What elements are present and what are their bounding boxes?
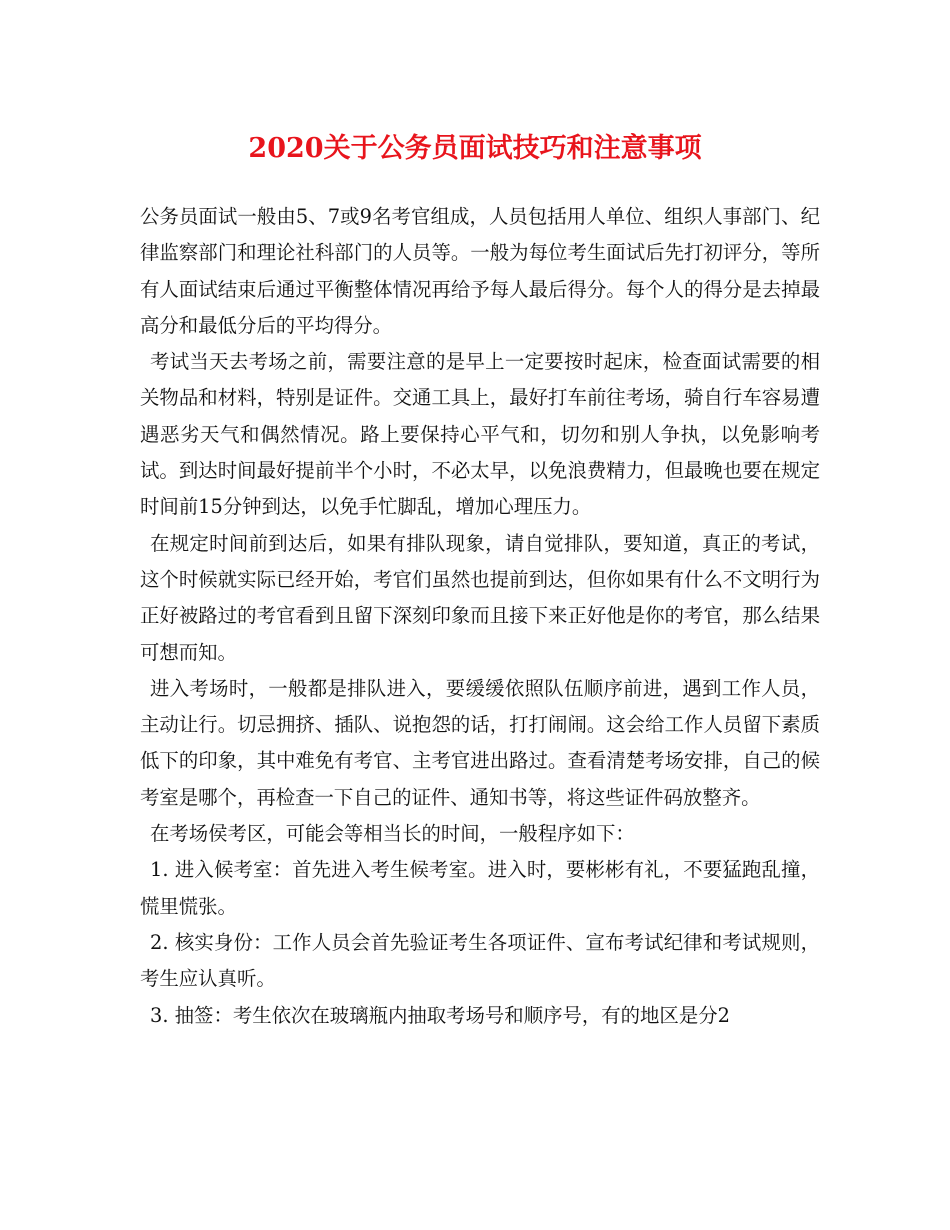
paragraph-intro: 公务员面试一般由5、7或9名考官组成，人员包括用人单位、组织人事部门、纪律监察部门和理论社科部门的人员等。一般为每位考生面试后先打初评分，等所有人面试结束后通过平衡整体情况再给予每人最后得分。每个人的得分是去掉最高分和最低分后的平均得分。 xyxy=(140,205,820,337)
list-item-step-3: 3. 抽签：考生依次在玻璃瓶内抽取考场号和顺序号，有的地区是分2 xyxy=(150,1003,730,1027)
list-item-step-1: 1. 进入候考室：首先进入考生候考室。进入时，要彬彬有礼，不要猛跑乱撞，慌里慌张。 xyxy=(140,858,820,918)
document-title: 2020关于公务员面试技巧和注意事项 xyxy=(248,133,702,164)
paragraph-entering: 进入考场时，一般都是排队进入，要缓缓依照队伍顺序前进，遇到工作人员，主动让行。切忌拥挤、插队、说抱怨的话，打打闹闹。这会给工作人员留下素质低下的印象，其中难免有考官、主考官进出路过。查看清楚考场安排，自己的候考室是哪个，再检查一下自己的证件、通知书等，将这些证件码放整齐。 xyxy=(140,676,820,809)
document-body xyxy=(140,199,820,1034)
paragraph-arrival: 在规定时间前到达后，如果有排队现象，请自觉排队，要知道，真正的考试，这个时候就实际已经开始，考官们虽然也提前到达，但你如果有什么不文明行为正好被路过的考官看到且留下深刻印象而且接下来正好他是你的考官，那么结果可想而知。 xyxy=(140,531,820,664)
paragraph-exam-day: 考试当天去考场之前，需要注意的是早上一定要按时起床，检查面试需要的相关物品和材料，特别是证件。交通工具上，最好打车前往考场，骑自行车容易遭遇恶劣天气和偶然情况。路上要保持心平气和，切勿和别人争执，以免影响考试。到达时间最好提前半个小时，不必太早，以免浪费精力，但最晚也要在规定时间前15分钟到达，以免手忙脚乱，增加心理压力。 xyxy=(140,350,820,519)
paragraph-waiting-area: 在考场侯考区，可能会等相当长的时间，一般程序如下： xyxy=(150,822,635,846)
list-item-step-2: 2. 核实身份：工作人员会首先验证考生各项证件、宣布考试纪律和考试规则，考生应认真听。 xyxy=(140,930,820,991)
